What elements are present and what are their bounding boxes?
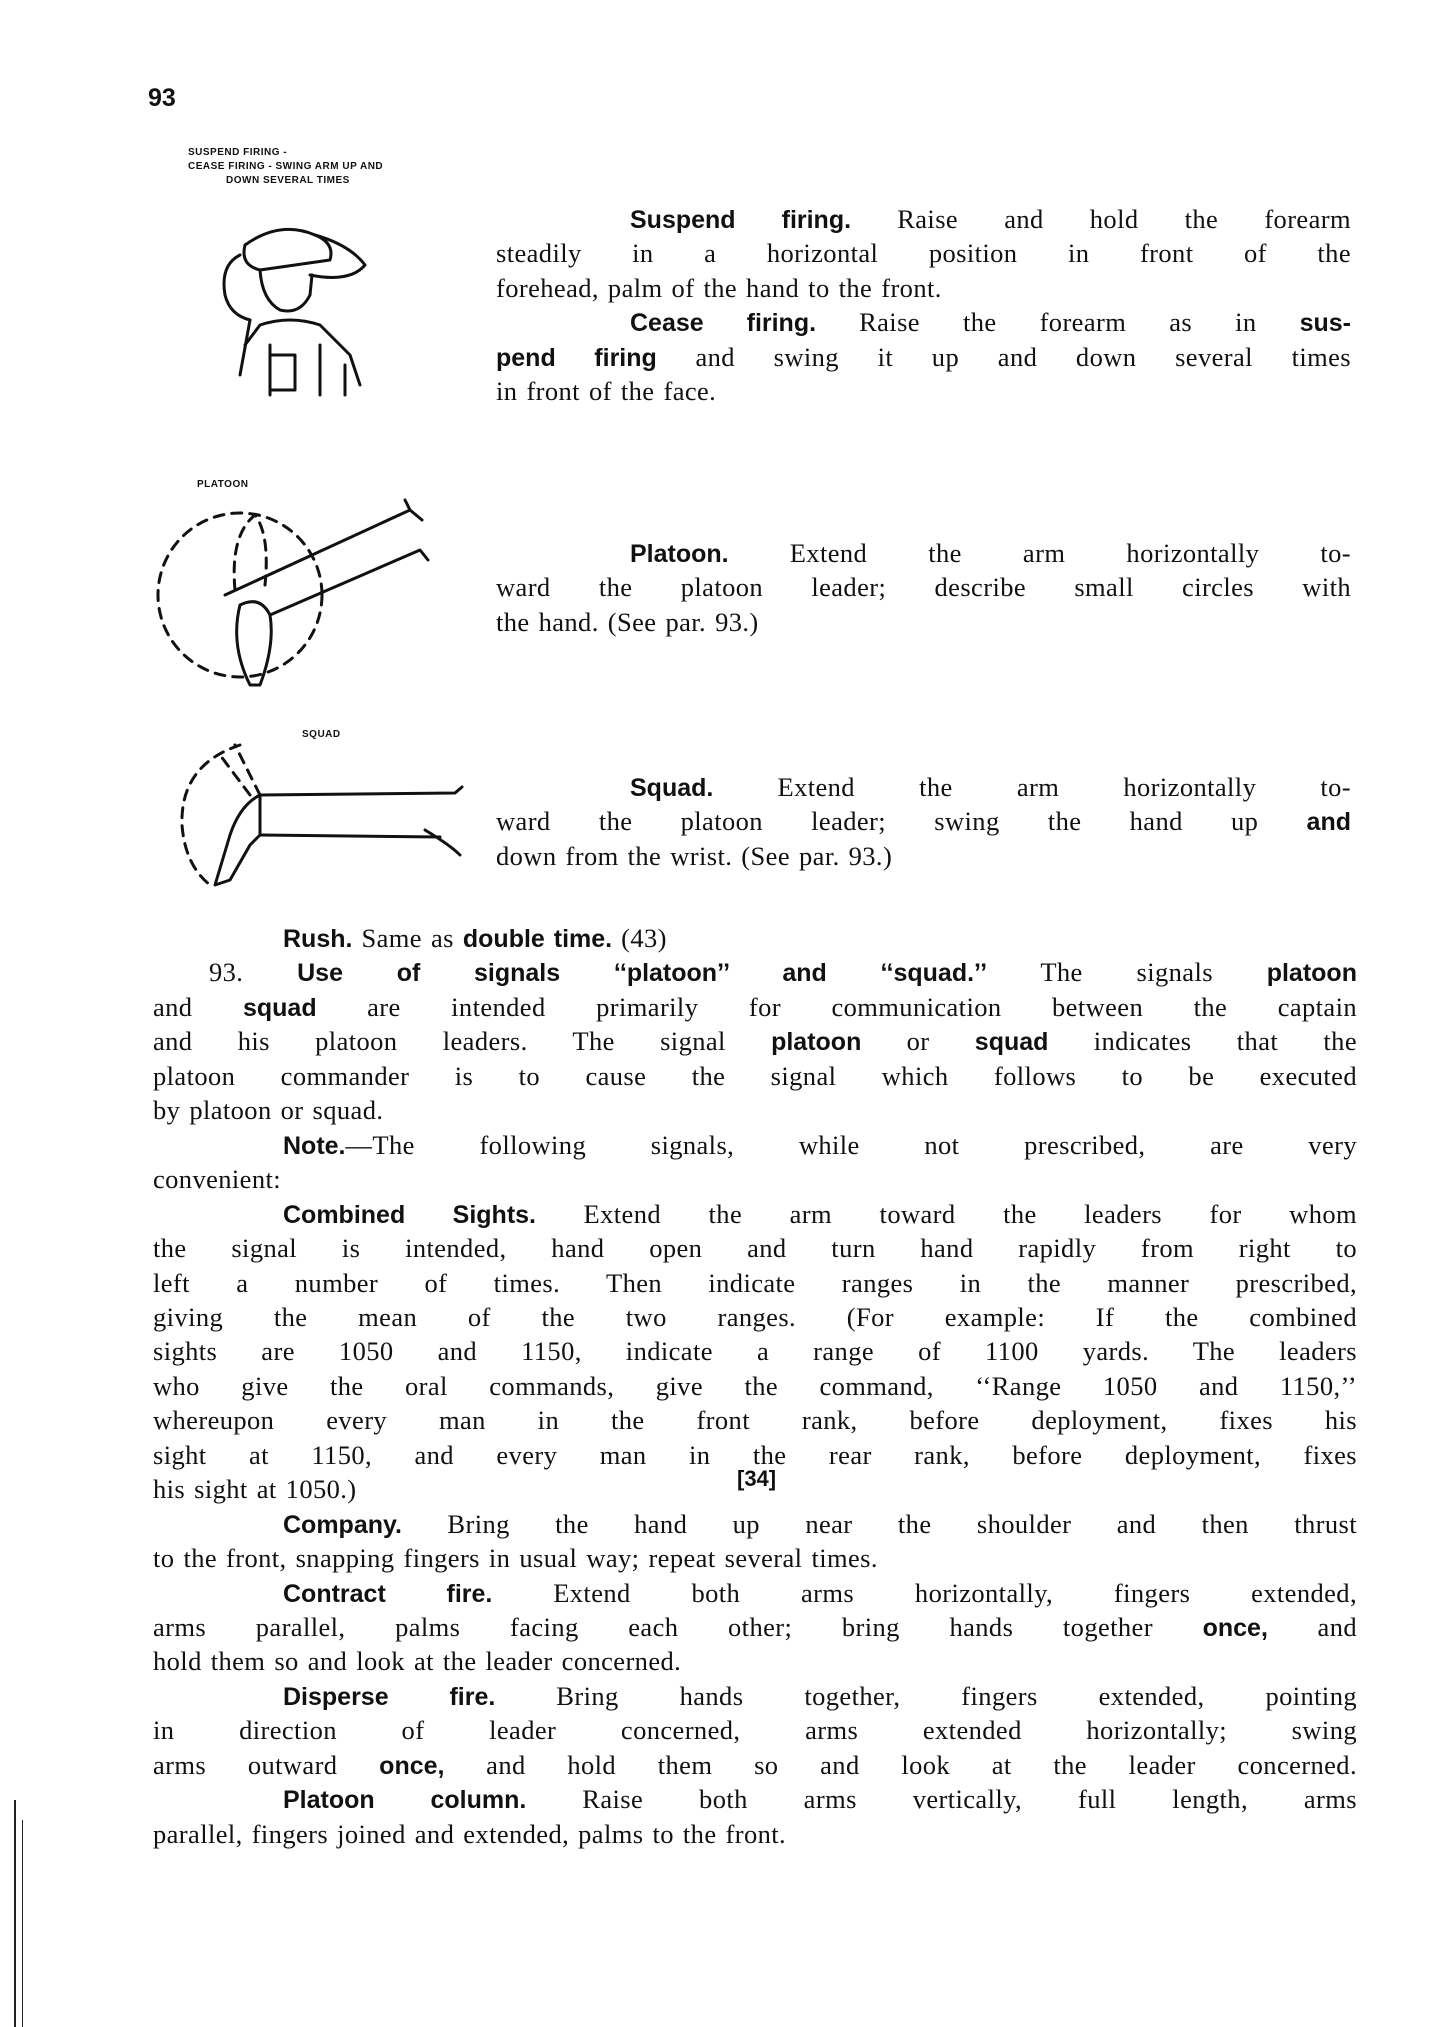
- bold-term: Rush.: [283, 925, 353, 953]
- paragraph-line: [153, 1403, 1357, 1437]
- text-run: steadily in a horizontal position in front of the: [496, 238, 1351, 269]
- paragraph-line: [153, 1644, 1357, 1678]
- text-run: Raise both arms vertically, full length, arms: [526, 1784, 1357, 1815]
- caption-line: CEASE FIRING - SWING ARM UP AND: [188, 161, 384, 172]
- paragraph-line: [283, 1576, 1357, 1611]
- paragraph-line: [153, 1024, 1357, 1059]
- suspend-firing-line: [496, 271, 1351, 305]
- suspend-figure-caption: [188, 146, 383, 188]
- paragraph-line: [153, 1266, 1357, 1300]
- text-run: Bring the hand up near the shoulder and then thrust: [402, 1508, 1357, 1539]
- text-run: Extend the arm toward the leaders for whom: [536, 1198, 1358, 1229]
- text-run: the signal is intended, hand open and turn hand rapidly from right to: [153, 1233, 1357, 1264]
- text-run: ward the platoon leader; describe small circles with: [496, 572, 1351, 603]
- text-run: convenient:: [153, 1164, 282, 1195]
- platoon-illustration: [160, 495, 430, 695]
- text-run: —The following signals, while not prescribed, are very: [345, 1129, 1357, 1160]
- bold-term: Contract fire.: [283, 1579, 493, 1608]
- paragraph-line: [283, 1507, 1357, 1542]
- paragraph-line: [153, 1300, 1357, 1334]
- text-run: the hand. (See par. 93.): [496, 606, 759, 637]
- bold-term: Note.: [283, 1131, 346, 1160]
- text-run: arms parallel, palms facing each other; bring hands together: [153, 1612, 1203, 1642]
- platoon-line: [630, 536, 1351, 571]
- suspend-firing-line: [630, 305, 1351, 340]
- suspend-firing-illustration: [200, 205, 380, 405]
- bold-term: squad: [974, 1028, 1049, 1057]
- squad-line: [630, 770, 1351, 805]
- text-run: and his platoon leaders. The signal: [153, 1026, 772, 1057]
- bold-term: Platoon.: [630, 540, 729, 568]
- platoon-line: [496, 605, 1351, 639]
- paragraph-line: [153, 1093, 1357, 1127]
- text-run: in direction of leader concerned, arms extended horizontally; swing: [153, 1715, 1357, 1746]
- platoon-line: [496, 570, 1351, 604]
- bold-term: double time.: [462, 925, 613, 953]
- bold-term: sus-: [1299, 309, 1351, 338]
- bold-term: Company.: [283, 1510, 402, 1539]
- page-footer-number: [34]: [737, 1466, 777, 1491]
- text-run: left a number of times. Then indicate ranges in the manner prescribed,: [153, 1267, 1357, 1298]
- paragraph-line: [153, 990, 1357, 1025]
- text-run: arms outward: [153, 1749, 380, 1780]
- bold-term: pend firing: [496, 343, 657, 372]
- text-run: parallel, fingers joined and extended, palms to the front.: [153, 1818, 787, 1849]
- paragraph-line: [153, 1713, 1357, 1747]
- paragraph-line: [153, 1162, 1357, 1196]
- text-run: are intended primarily for communication between the captain: [316, 991, 1357, 1022]
- bold-term: squad: [242, 993, 317, 1022]
- paragraph-line: [283, 1128, 1357, 1163]
- text-run: whereupon every man in the front rank, before deployment, fixes his: [153, 1405, 1357, 1436]
- text-run: (43): [612, 923, 667, 953]
- text-run: indicates that the: [1048, 1026, 1357, 1057]
- bold-term: Combined Sights.: [283, 1200, 537, 1229]
- text-run: or: [861, 1026, 975, 1057]
- text-run: to the front, snapping fingers in usual way; repeat several times.: [153, 1543, 878, 1574]
- text-run: Raise the forearm as in: [816, 307, 1300, 338]
- text-run: down from the wrist. (See par. 93.): [496, 840, 893, 871]
- paragraph-line: [153, 1610, 1357, 1645]
- suspend-firing-line: [630, 202, 1351, 237]
- bold-term: Cease firing.: [630, 309, 817, 338]
- text-run: forehead, palm of the hand to the front.: [496, 272, 942, 303]
- text-run: The signals: [987, 957, 1267, 988]
- bold-term: Disperse fire.: [283, 1682, 496, 1711]
- text-run: Extend the arm horizontally to-: [713, 772, 1351, 802]
- squad-figure-caption: SQUAD: [302, 729, 341, 740]
- caption-line: DOWN SEVERAL TIMES: [226, 175, 350, 186]
- paragraph-line: [283, 1197, 1357, 1232]
- text-run: Same as: [352, 923, 463, 953]
- bold-term: platoon: [771, 1028, 862, 1057]
- paragraph-line: [153, 1748, 1357, 1783]
- text-run: in front of the face.: [496, 376, 717, 406]
- text-run: Extend the arm horizontally to-: [728, 538, 1351, 568]
- paragraph-line: [283, 921, 1357, 956]
- bold-term: once,: [379, 1751, 445, 1780]
- text-run: and hold them so and look at the leader concerned.: [444, 1749, 1357, 1780]
- suspend-firing-line: [496, 236, 1351, 270]
- paragraph-line: [153, 1369, 1357, 1403]
- text-run: giving the mean of the two ranges. (For example: If the combined: [153, 1301, 1357, 1332]
- paragraph-line: [153, 1541, 1357, 1575]
- paragraph-line: [153, 1059, 1357, 1093]
- bold-term: Platoon column.: [283, 1786, 527, 1815]
- text-run: and: [1267, 1612, 1357, 1642]
- scan-artifact-line: [14, 1800, 16, 2027]
- paragraph-line: [153, 1817, 1357, 1851]
- paragraph-line: [209, 955, 1357, 990]
- squad-line: [496, 804, 1351, 839]
- text-run: his sight at 1050.): [153, 1474, 357, 1505]
- paragraph-line: [283, 1782, 1357, 1817]
- paragraph-line: [283, 1679, 1357, 1714]
- bold-term: Squad.: [630, 774, 714, 802]
- text-run: Raise and hold the forearm: [851, 204, 1351, 234]
- text-run: 93.: [209, 957, 298, 988]
- platoon-figure-caption: PLATOON: [197, 479, 249, 490]
- bold-term: Use of signals ‘‘platoon’’ and ‘‘squad.’’: [297, 959, 988, 988]
- scan-artifact-line: [22, 1820, 23, 2027]
- suspend-firing-line: [496, 340, 1351, 375]
- text-run: platoon commander is to cause the signal which follows to be executed: [153, 1060, 1357, 1091]
- text-run: by platoon or squad.: [153, 1095, 384, 1126]
- text-run: ward the platoon leader; swing the hand up: [496, 806, 1307, 837]
- bold-term: platoon: [1266, 959, 1357, 988]
- squad-line: [496, 839, 1351, 873]
- text-run: who give the oral commands, give the command, ‘‘Range 1050 and 1150,’’: [153, 1370, 1357, 1401]
- suspend-firing-line: [496, 374, 1351, 408]
- section-number: 93: [148, 84, 176, 112]
- text-run: and: [153, 991, 243, 1022]
- text-run: hold them so and look at the leader concerned.: [153, 1646, 682, 1677]
- text-run: Extend both arms horizontally, fingers extended,: [492, 1577, 1357, 1608]
- text-run: sight at 1150, and every man in the rear rank, before deployment, fixes: [153, 1439, 1357, 1470]
- bold-term: and: [1306, 808, 1351, 837]
- paragraph-line: [153, 1334, 1357, 1368]
- caption-line: SUSPEND FIRING -: [188, 147, 288, 158]
- bold-term: once,: [1202, 1614, 1268, 1642]
- text-run: Bring hands together, fingers extended, pointing: [495, 1680, 1357, 1711]
- bold-term: Suspend firing.: [630, 206, 852, 234]
- text-run: and swing it up and down several times: [656, 341, 1352, 372]
- paragraph-line: [153, 1231, 1357, 1265]
- squad-illustration: [170, 735, 470, 895]
- text-run: sights are 1050 and 1150, indicate a range of 1100 yards. The leaders: [153, 1336, 1357, 1367]
